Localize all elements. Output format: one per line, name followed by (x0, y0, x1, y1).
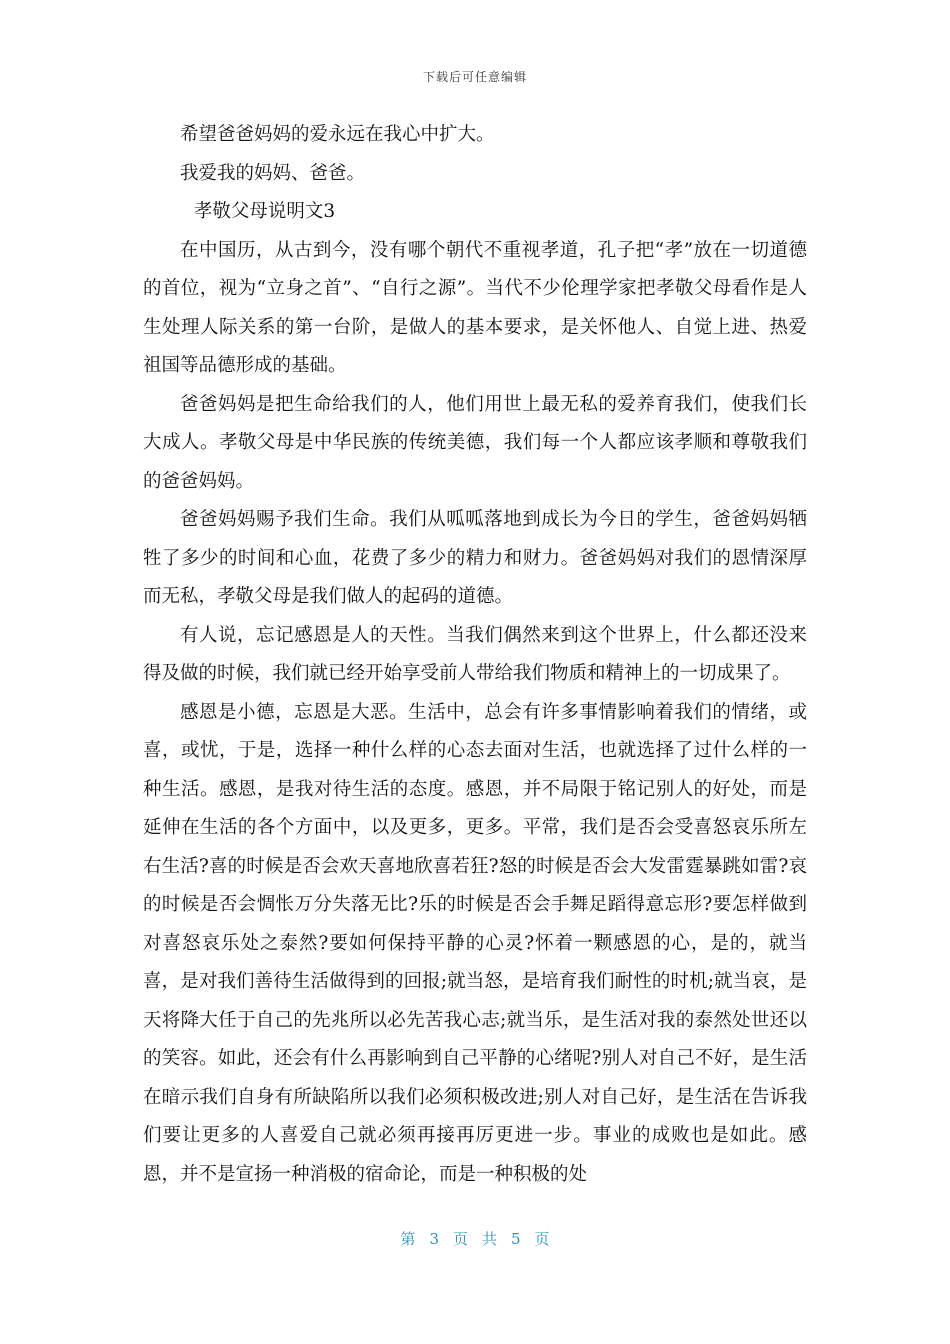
footer-word-di: 第 (400, 1230, 416, 1248)
paragraph: 爸爸妈妈赐予我们生命。我们从呱呱落地到成长为今日的学生，爸爸妈妈牺牲了多少的时间和心血，花费了多少的精力和财力。爸爸妈妈对我们的恩情深厚而无私，孝敬父母是我们做人的起码的道德。 (143, 509, 807, 607)
paragraph: 在中国历，从古到今，没有哪个朝代不重视孝道，孔子把“孝”放在一切道德的首位，视为“立身之首”、“自行之源”。当代不少伦理学家把孝敬父母看作是人生处理人际关系的第一台阶，是做人的基本要求，是关怀他人、自觉上进、热爱祖国等品德形成的基础。 (143, 239, 807, 376)
section-heading: 孝敬父母说明文3 (193, 201, 336, 222)
document-body (143, 116, 807, 1194)
footer-word-ye: 页 (534, 1230, 550, 1248)
footer-word-ye-gong: 页共 (452, 1230, 511, 1248)
paragraph: 爸爸妈妈是把生命给我们的人，他们用世上最无私的爱养育我们，使我们长大成人。孝敬父母是中华民族的传统美德，我们每一个人都应该孝顺和尊敬我们的爸爸妈妈。 (143, 393, 807, 492)
body-line: 我爱我的妈妈、爸爸。 (180, 162, 366, 184)
page-footer (0, 1228, 950, 1249)
paragraph: 感恩是小德，忘恩是大恶。生活中，总会有许多事情影响着我们的情绪，或喜，或忧，于是，选择一种什么样的心态去面对生活，也就选择了过什么样的一种生活。感恩，是我对待生活的态度。感恩，并不局限于铭记别人的好处，而是延伸在生活的各个方面中，以及更多，更多。平常，我们是否会受喜怒哀乐所左右生活?喜的时候是否会欢天喜地欣喜若狂?怒的时候是否会大发雷霆暴跳如雷?哀的时候是否会惆怅万分失落无比?乐的时候是否会手舞足蹈得意忘形?要怎样做到对喜怒哀乐处之泰然?要如何保持平静的心灵?怀着一颗感恩的心，是的，就当喜，是对我们善待生活做得到的回报;就当怒，是培育我们耐性的时机;就当哀，是天将降大任于自己的先兆所以必先苦我心志;就当乐，是生活对我的泰然处世还以的笑容。如此，还会有什么再影响到自己平静的心绪呢?别人对自己不好，是生活在暗示我们自身有所缺陷所以我们必须积极改进;别人对自己好，是生活在告诉我们要让更多的人喜爱自己就必须再接再厉更进一步。事业的成败也是如此。感恩，并不是宣扬一种消极的宿命论，而是一种积极的处 (143, 701, 807, 1185)
footer-page-total: 5 (511, 1230, 521, 1248)
header-note: 下载后可任意编辑 (422, 70, 527, 84)
footer-page-current: 3 (429, 1230, 439, 1248)
body-line: 希望爸爸妈妈的爱永远在我心中扩大。 (180, 124, 495, 145)
paragraph: 有人说，忘记感恩是人的天性。当我们偶然来到这个世界上，什么都还没来得及做的时候，我们就已经开始享受前人带给我们物质和精神上的一切成果了。 (143, 624, 807, 684)
